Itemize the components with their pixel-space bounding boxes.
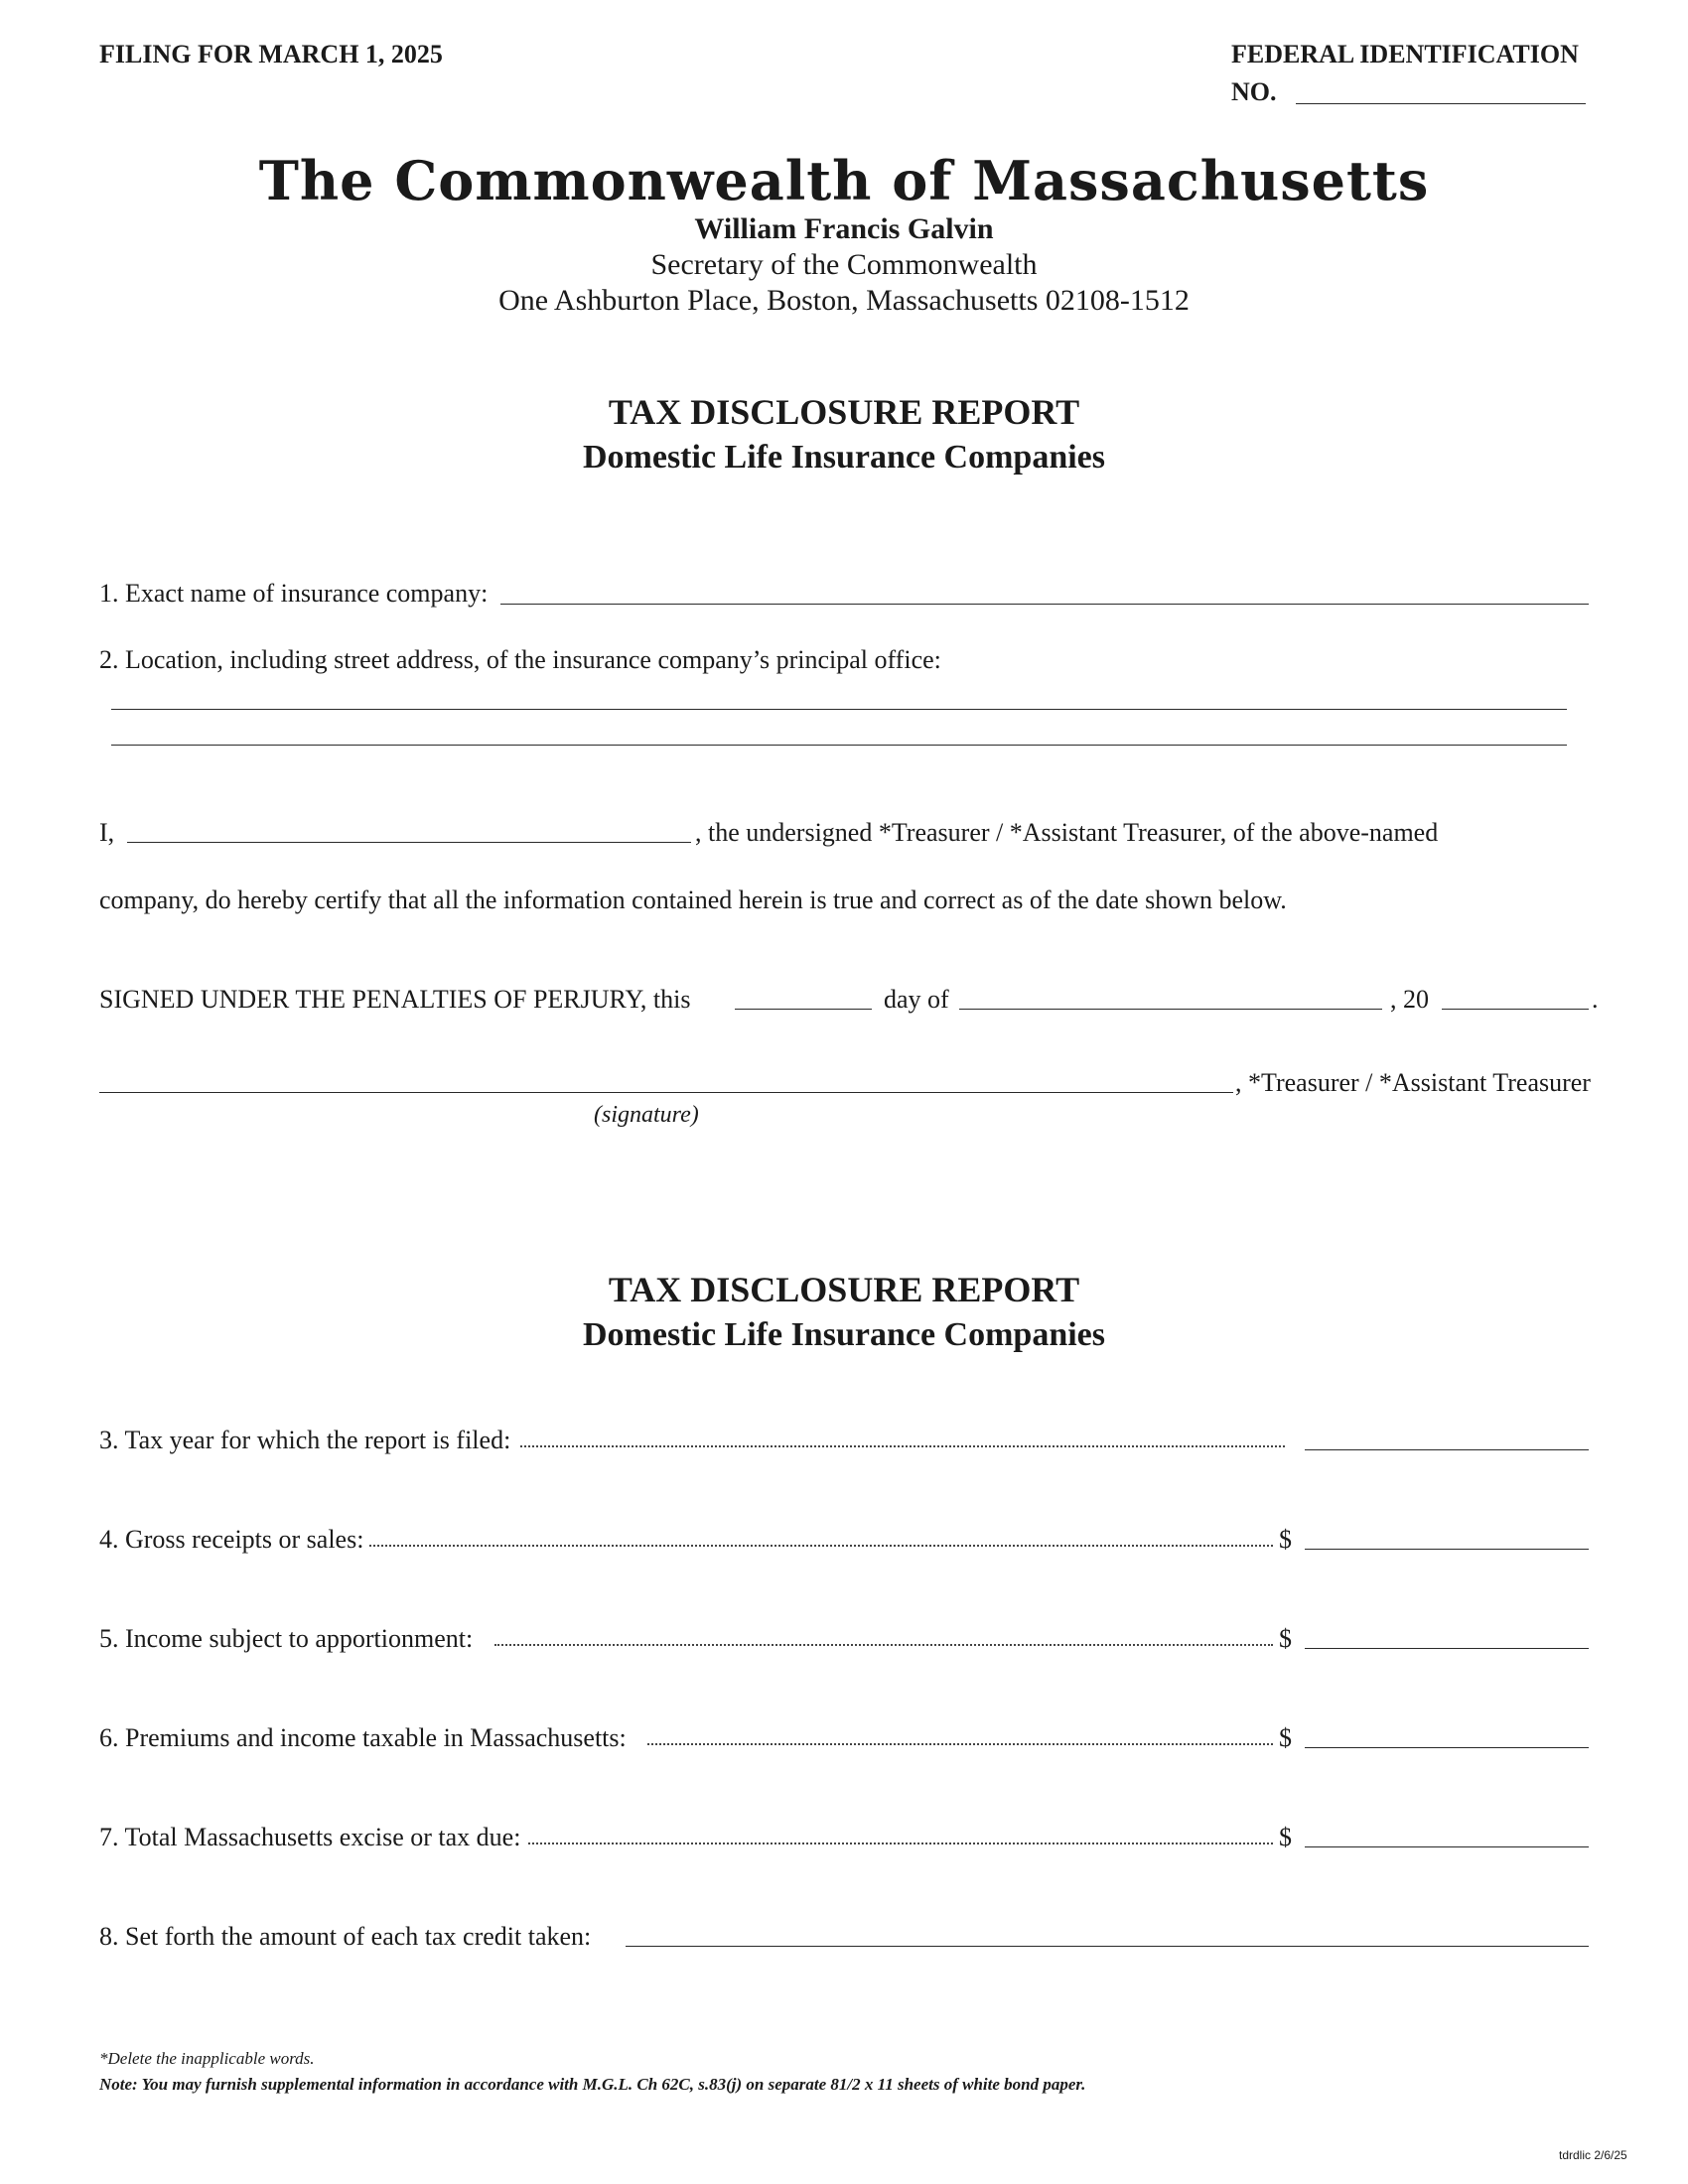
question-6-currency: $: [1279, 1723, 1292, 1752]
federal-id-no-label: NO.: [1231, 77, 1277, 106]
question-7-label: 7. Total Massachusetts excise or tax due:: [99, 1823, 521, 1851]
question-5-currency: $: [1279, 1624, 1292, 1653]
secretary-title: Secretary of the Commonwealth: [650, 248, 1038, 281]
perjury-statement: SIGNED UNDER THE PENALTIES OF PERJURY, this: [99, 985, 691, 1014]
question-7-currency: $: [1279, 1823, 1292, 1851]
question-2-label: 2. Location, including street address, of the insurance company’s principal office:: [99, 645, 941, 674]
principal-office-line-1[interactable]: [111, 709, 1567, 710]
premiums-taxable-input[interactable]: [1305, 1747, 1589, 1748]
day-of-label: day of: [884, 985, 949, 1014]
certification-line-1: , the undersigned *Treasurer / *Assistant Treasurer, of the above-named: [695, 818, 1439, 847]
question-3-label: 3. Tax year for which the report is filed:: [99, 1426, 511, 1454]
year-input[interactable]: [1442, 1009, 1589, 1010]
tax-credit-input[interactable]: [626, 1946, 1589, 1947]
federal-id-label: FEDERAL IDENTIFICATION: [1231, 40, 1579, 68]
secretary-name: William Francis Galvin: [694, 212, 994, 245]
month-input[interactable]: [959, 1009, 1382, 1010]
income-apportionment-input[interactable]: [1305, 1648, 1589, 1649]
office-address: One Ashburton Place, Boston, Massachusetts 02108-1512: [498, 284, 1190, 317]
form-code: tdrdlic 2/6/25: [1559, 2148, 1627, 2162]
question-4-leader: [369, 1545, 1273, 1547]
federal-id-input[interactable]: [1296, 103, 1586, 104]
question-4-currency: $: [1279, 1525, 1292, 1554]
question-4-label: 4. Gross receipts or sales:: [99, 1525, 364, 1554]
report-subtitle: Domestic Life Insurance Companies: [582, 439, 1106, 476]
commonwealth-title: The Commonwealth of Massachusetts: [258, 149, 1430, 212]
question-1-label: 1. Exact name of insurance company:: [99, 579, 489, 608]
signature-caption: (signature): [594, 1102, 699, 1128]
signature-input[interactable]: [99, 1092, 1233, 1093]
question-7-leader: [528, 1843, 1273, 1844]
year-prefix: , 20: [1390, 985, 1429, 1014]
certification-i: I,: [99, 818, 115, 847]
principal-office-line-2[interactable]: [111, 745, 1567, 746]
sentence-period: .: [1592, 985, 1599, 1014]
gross-receipts-input[interactable]: [1305, 1549, 1589, 1550]
day-input[interactable]: [735, 1009, 872, 1010]
question-3-leader: [520, 1445, 1285, 1447]
question-5-leader: [494, 1644, 1273, 1646]
question-6-leader: [647, 1743, 1273, 1745]
treasurer-title-label: , *Treasurer / *Assistant Treasurer: [1235, 1068, 1591, 1097]
report-subtitle-2: Domestic Life Insurance Companies: [582, 1316, 1106, 1353]
supplemental-note: Note: You may furnish supplemental information in accordance with M.G.L. Ch 62C, s.83(j) on separate 81/2 x 11 sheets of white bond paper.: [99, 2075, 1086, 2094]
report-title: TAX DISCLOSURE REPORT: [608, 392, 1080, 432]
question-6-label: 6. Premiums and income taxable in Massachusetts:: [99, 1723, 627, 1752]
company-name-input[interactable]: [500, 604, 1589, 605]
question-8-label: 8. Set forth the amount of each tax credit taken:: [99, 1922, 592, 1951]
report-title-2: TAX DISCLOSURE REPORT: [608, 1270, 1080, 1309]
certification-line-2: company, do hereby certify that all the information contained herein is true and correct as of the date shown below.: [99, 886, 1287, 914]
tax-year-input[interactable]: [1305, 1449, 1589, 1450]
question-5-label: 5. Income subject to apportionment:: [99, 1624, 474, 1653]
treasurer-name-input[interactable]: [127, 842, 691, 843]
filing-date: FILING FOR MARCH 1, 2025: [99, 40, 443, 68]
delete-words-note: *Delete the inapplicable words.: [99, 2049, 315, 2068]
total-excise-input[interactable]: [1305, 1846, 1589, 1847]
